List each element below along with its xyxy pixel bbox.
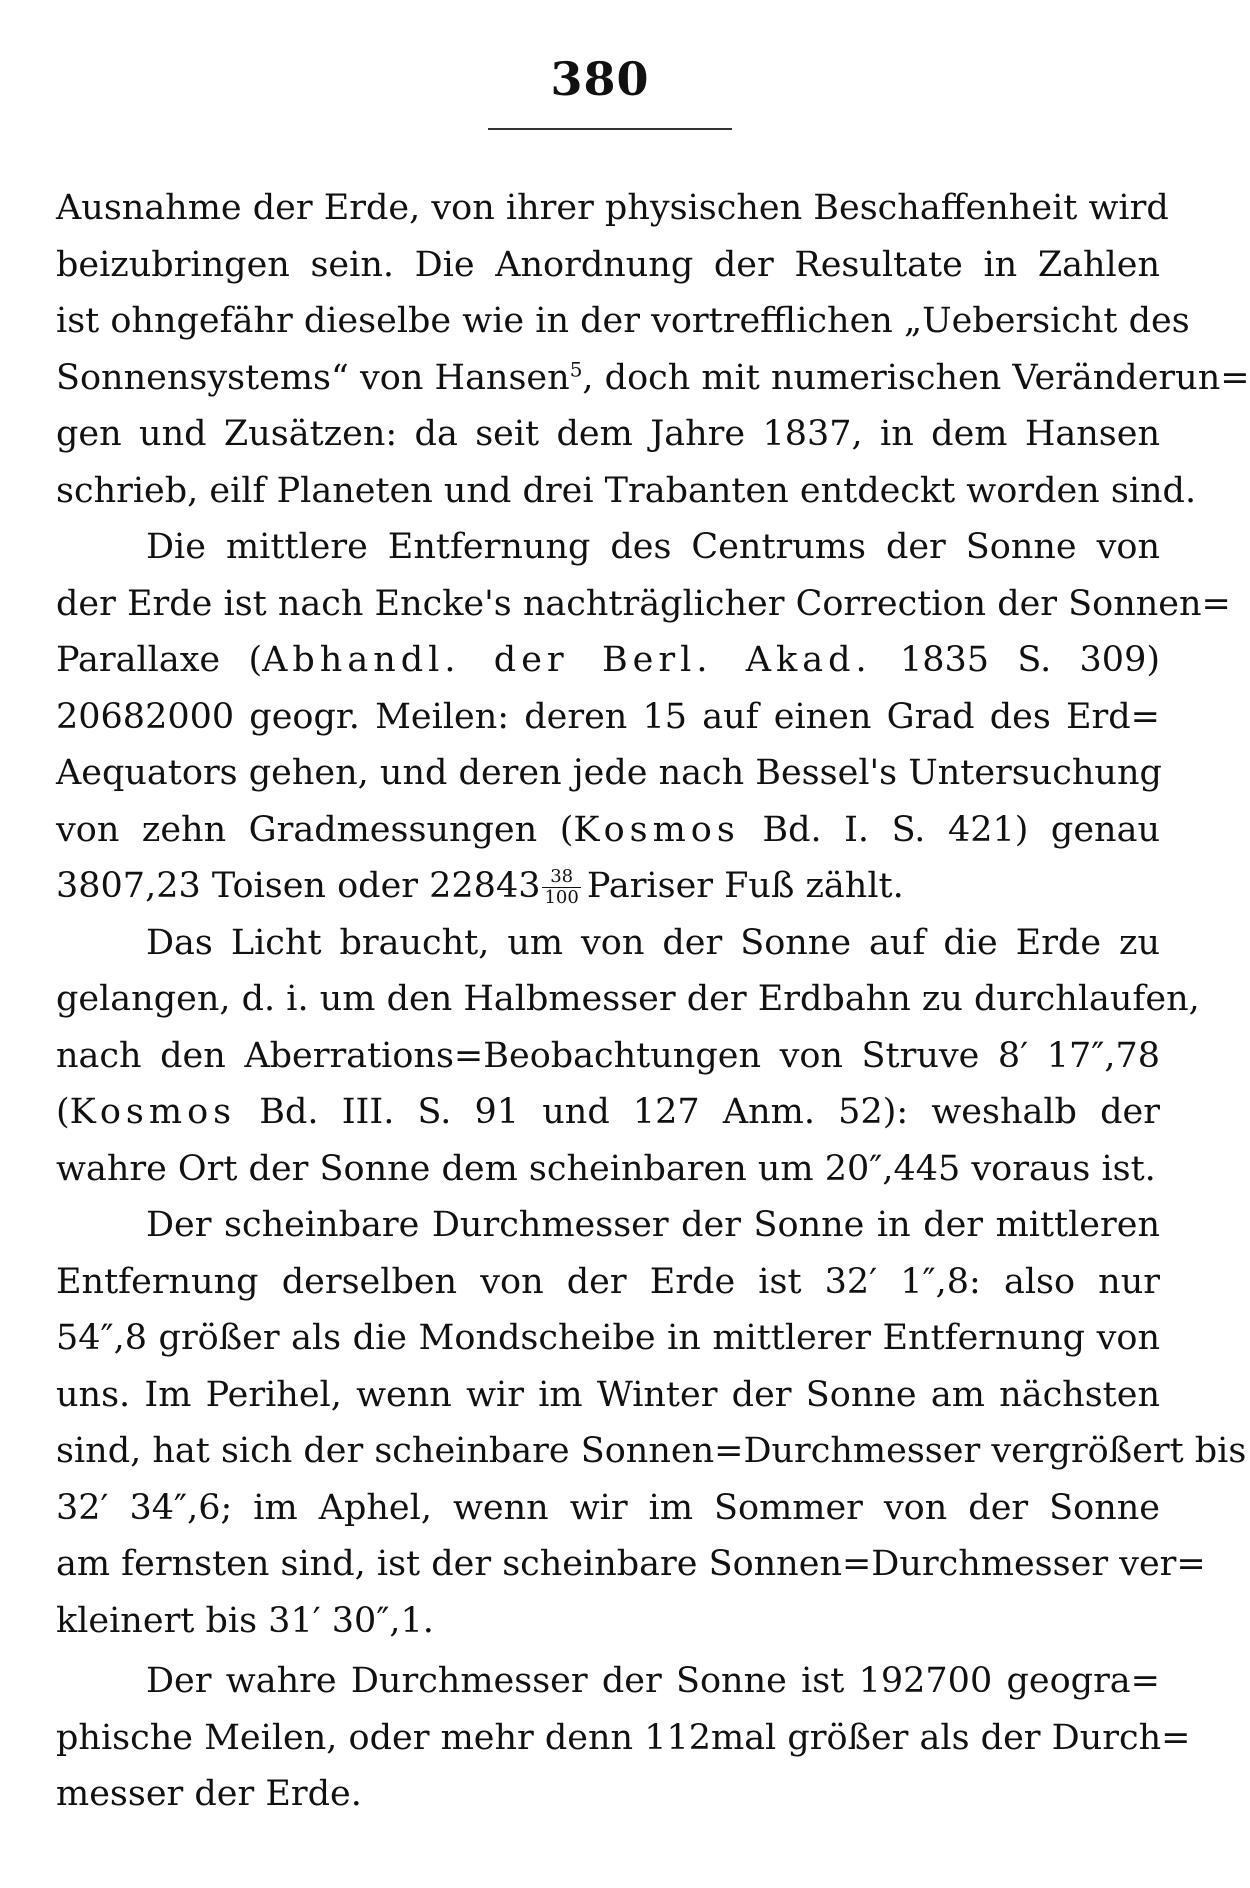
line-text: gelangen, d. i. um den Halbmesser der Erdbahn zu durchlaufen, [56,979,1200,1019]
line-text: ist ohngefähr dieselbe wie in der vortrefflichen „Uebersicht des [56,301,1190,341]
line-text: 1835 S. 309) [871,640,1160,680]
text-line [56,1766,1160,1823]
line-text: Ausnahme der Erde, von ihrer physischen Beschaffenheit wird [56,188,1169,228]
text-line [56,858,1160,915]
text-line [56,406,1160,463]
text-line [56,350,1250,407]
text-line [56,1197,1160,1254]
line-text: Pariser Fuß zählt. [586,866,904,906]
line-text: kleinert bis 31′ 30″,1. [56,1600,434,1641]
text-line [56,576,1231,633]
text-line [56,915,1160,972]
citation-spaced: Abhandl. der Berl. Akad. [262,640,872,680]
text-line [56,1653,1160,1710]
line-text: uns. Im Perihel, wenn wir im Winter der Sonne am nächsten [56,1374,1160,1415]
line-text: 32′ 34″,6; im Aphel, wenn wir im Sommer von der Sonne [56,1487,1160,1528]
text-line [56,1310,1160,1367]
text-line [56,1141,1160,1198]
fraction [542,867,580,908]
line-text: beizubringen sein. Die Anordnung der Resultate in Zahlen [56,244,1160,285]
line-text: Sonnensystems“ von Hansen [56,357,570,398]
text-line [56,1423,1247,1480]
line-text: sind, hat sich der scheinbare Sonnen=Durchmesser vergrößert bis [56,1431,1247,1471]
text-line [56,1536,1206,1593]
text-line [56,519,1160,576]
line-text: Das Licht braucht, um von der Sonne auf die Erde zu [146,922,1160,963]
text-line [56,1084,1160,1141]
text-line [56,802,1160,859]
text-line [56,689,1160,746]
line-text: Parallaxe ( [56,640,263,680]
citation-spaced: Kosmos [573,809,740,850]
page-number: 380 [550,52,650,106]
line-text: 3807,23 Toisen oder 22843 [56,866,541,906]
text-line [56,237,1160,294]
line-text: messer der Erde. [56,1774,362,1814]
line-text: Bd. III. S. 91 und 127 Anm. 52): weshalb der [236,1092,1160,1132]
line-text: von zehn Gradmessungen ( [56,809,574,850]
line-text: 54″,8 größer als die Mondscheibe in mittlerer Entfernung von [56,1318,1160,1358]
line-text: Die mittlere Entfernung des Centrums der Sonne von [146,527,1160,567]
line-text: nach den Aberrations=Beobachtungen von Struve 8′ 17″,78 [56,1035,1160,1076]
text-line [56,632,1160,689]
text-line [56,463,1197,520]
line-text: phische Meilen, oder mehr denn 112mal größer als der Durch= [56,1717,1191,1758]
text-line [56,971,1200,1028]
header-rule [488,128,732,130]
citation-spaced: Kosmos [69,1092,237,1132]
footnote-reference: 5 [569,356,583,381]
line-text: 20682000 geogr. Meilen: deren 15 auf einen Grad des Erd= [56,696,1160,737]
line-text: schrieb, eilf Planeten und drei Trabanten entdeckt worden sind. [56,470,1197,511]
line-text: wahre Ort der Sonne dem scheinbaren um 20″,445 voraus ist. [56,1148,1156,1189]
text-line [56,1593,1160,1650]
line-text: gen und Zusätzen: da seit dem Jahre 1837, in dem Hansen [56,414,1160,454]
line-text: der Erde ist nach Encke's nachträglicher Correction der Sonnen= [56,583,1231,624]
text-line [56,1480,1160,1537]
text-line [56,1710,1191,1767]
line-text: am fernsten sind, ist der scheinbare Sonnen=Durchmesser ver= [56,1544,1206,1584]
line-text: Bd. I. S. 421) genau [739,809,1160,850]
line-text: Entfernung derselben von der Erde ist 32′ 1″,8: also nur [56,1261,1160,1302]
text-line [56,1367,1160,1424]
text-line [56,180,1169,237]
line-text: ( [56,1092,70,1132]
line-text: Aequators gehen, und deren jede nach Bessel's Untersuchung [56,753,1162,793]
text-line [56,293,1190,350]
text-line [56,1028,1160,1085]
fraction-numerator: 38 [542,867,580,888]
line-text: , doch mit numerischen Veränderun= [582,357,1250,398]
text-line [56,745,1160,802]
line-text: Der wahre Durchmesser der Sonne ist 192700 geogra= [146,1661,1160,1701]
body-text [56,180,1250,1823]
text-line [56,1254,1160,1311]
fraction-denominator: 100 [544,887,579,908]
line-text: Der scheinbare Durchmesser der Sonne in der mittleren [146,1205,1160,1245]
